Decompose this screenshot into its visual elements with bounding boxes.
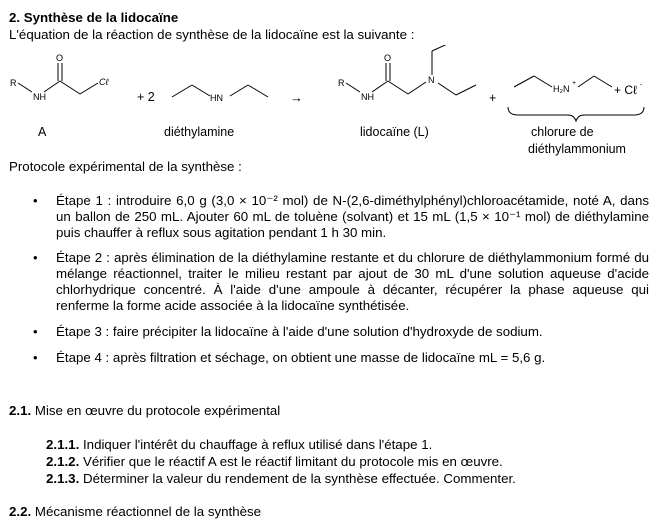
cl-label: Cℓ xyxy=(99,77,109,87)
question-2-1-text: Mise en œuvre du protocole expérimental xyxy=(31,403,281,418)
plus-charge: + xyxy=(572,80,577,87)
subquestion-2-1-3 xyxy=(46,471,516,486)
reaction-arrow: → xyxy=(290,90,303,105)
step-3: Étape 3 : faire précipiter la lidocaïne à l'aide d'une solution d'hydroxyde de sodium. xyxy=(56,324,543,339)
o-label-product: O xyxy=(384,53,392,63)
step-1: Étape 1 : introduire 6,0 g (3,0 × 10⁻² mol) de N-(2,6-diméthylphényl)chloroacétamide, noté A, dans un ballon de 250 mL. Ajouter 60 mL de toluène (solvant) et 15 mL (1,5 × 10⁻¹ mol) de diéthylamine puis chauffer à reflux sous agitation pendant 1 h 30 min. xyxy=(56,193,649,240)
subquestion-2-1-2-number: 2.1.2. xyxy=(46,454,80,469)
question-2-1-number: 2.1. xyxy=(9,403,32,418)
question-2-2 xyxy=(9,504,261,519)
label-diethylamine: diéthylamine xyxy=(164,125,235,139)
bullet-1: • xyxy=(33,193,38,208)
n-label: N xyxy=(428,75,435,85)
r-label: R xyxy=(10,78,17,88)
subquestion-2-1-1-number: 2.1.1. xyxy=(46,437,80,452)
question-2-1 xyxy=(9,403,280,418)
plus-sign: + xyxy=(489,91,497,105)
label-a: A xyxy=(38,125,47,139)
minus-charge: - xyxy=(640,82,643,89)
step-4: Étape 4 : après filtration et séchage, on obtient une masse de lidocaïne mL = 5,6 g. xyxy=(56,350,546,365)
h2n-label: H₂N xyxy=(553,84,570,94)
label-lidocaine: lidocaïne (L) xyxy=(360,125,429,139)
section-title: 2. Synthèse de la lidocaïne xyxy=(9,10,179,25)
coef-plus-2: + 2 xyxy=(137,90,155,104)
label-salt-line2: diéthylammonium xyxy=(528,142,626,156)
step-2: Étape 2 : après élimination de la diéthylamine restante et du chlorure de diéthylammonium formé du mélange réactionnel, traiter le milieu restant par ajout de 30 mL d'une solution aqueuse d'acide chlorhydrique concentré. À l'aide d'une ampoule à décanter, récupérer la phase aqueuse qui renferme la forme acide associée à la lidocaïne synthétisée. xyxy=(56,250,649,313)
protocol-heading: Protocole expérimental de la synthèse : xyxy=(9,159,242,174)
question-2-2-number: 2.2. xyxy=(9,504,32,519)
bullet-2: • xyxy=(33,250,38,265)
label-salt-line1: chlorure de xyxy=(531,125,594,139)
question-2-2-text: Mécanisme réactionnel de la synthèse xyxy=(31,504,262,519)
subquestion-2-1-1 xyxy=(46,437,432,452)
r-label-product: R xyxy=(338,78,345,88)
o-label: O xyxy=(56,53,64,63)
nh-label-product: NH xyxy=(361,92,374,102)
subquestion-2-1-1-text: Indiquer l'intérêt du chauffage à reflux utilisé dans l'étape 1. xyxy=(79,437,433,452)
bullet-4: • xyxy=(33,350,38,365)
subquestion-2-1-3-number: 2.1.3. xyxy=(46,471,80,486)
chloride-ion: + Cℓ xyxy=(614,83,637,97)
subquestion-2-1-2-text: Vérifier que le réactif A est le réactif limitant du protocole mis en œuvre. xyxy=(79,454,503,469)
subquestion-2-1-2 xyxy=(46,454,503,469)
intro-text: L'équation de la réaction de synthèse de la lidocaïne est la suivante : xyxy=(9,27,415,42)
subquestion-2-1-3-text: Déterminer la valeur du rendement de la synthèse effectuée. Commenter. xyxy=(79,471,516,486)
bullet-3: • xyxy=(33,324,38,339)
hn-label: HN xyxy=(210,93,223,103)
nh-label: NH xyxy=(33,92,46,102)
